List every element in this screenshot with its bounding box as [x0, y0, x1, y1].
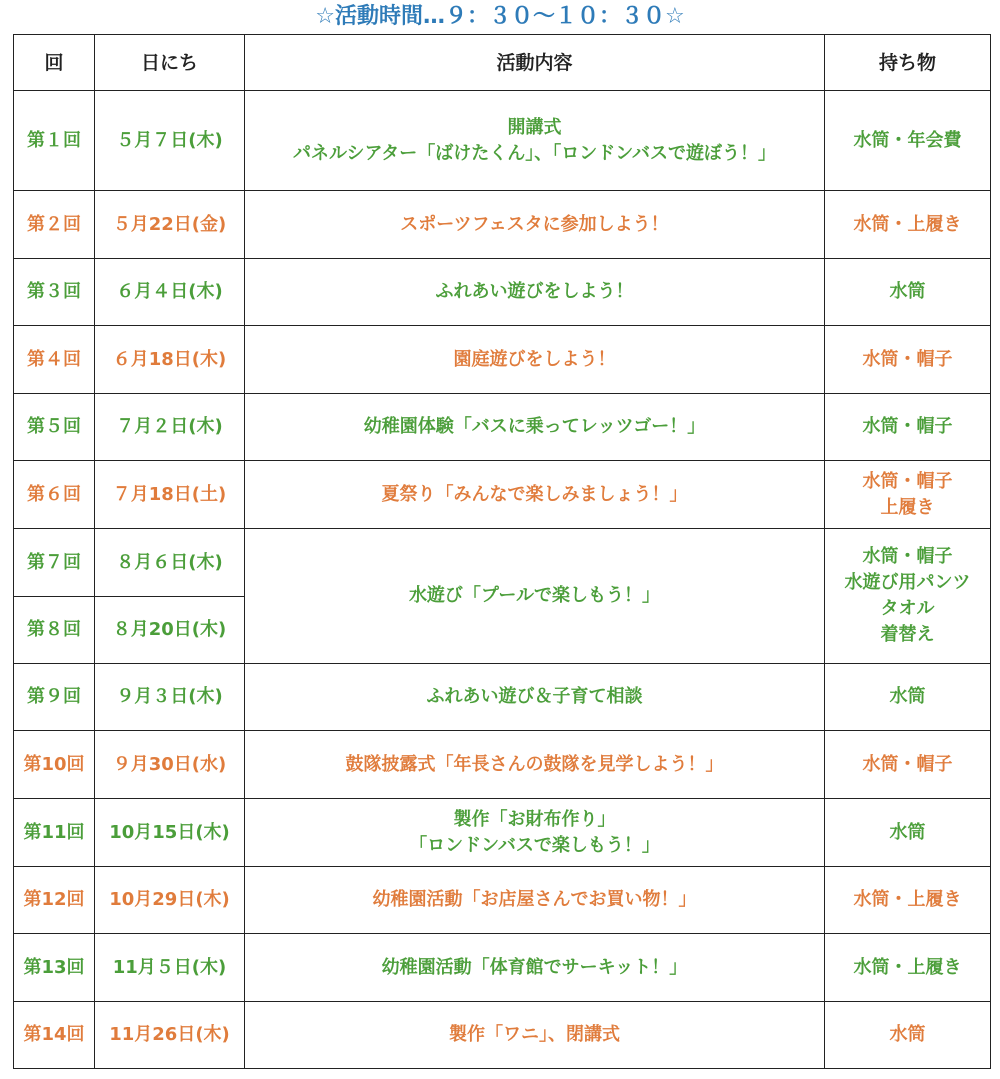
schedule-table: [13, 34, 991, 1069]
row-date: ９月30日(水): [95, 731, 245, 799]
row-items: 水筒・上履き: [825, 191, 991, 259]
row-date: ６月４日(木): [95, 259, 245, 326]
row-no: 第１回: [14, 91, 95, 191]
row-no: 第７回: [14, 529, 95, 597]
page-title: ☆活動時間…９：３０～１０：３０☆: [315, 4, 685, 29]
row-date: ８月６日(木): [95, 529, 245, 597]
content-line: 「ロンドンバスで楽しもう！」: [409, 834, 660, 856]
row-items: 水筒・上履き: [825, 867, 991, 934]
table-row: [14, 731, 991, 799]
row-date: ９月３日(木): [95, 664, 245, 731]
header-items: 持ち物: [825, 35, 991, 91]
table-row: [14, 191, 991, 259]
row-items: [825, 461, 991, 529]
row-no: 第９回: [14, 664, 95, 731]
row-date: ７月18日(土): [95, 461, 245, 529]
row-no: 第12回: [14, 867, 95, 934]
row-no: 第11回: [14, 799, 95, 867]
row-date: ５月７日(木): [95, 91, 245, 191]
table-row: [14, 326, 991, 394]
table-row: [14, 394, 991, 461]
row-items: 水筒: [825, 799, 991, 867]
row-content: 夏祭り「みんなで楽しみましょう！」: [245, 461, 825, 529]
row-no: 第14回: [14, 1002, 95, 1069]
table-row: [14, 799, 991, 867]
row-date: ６月18日(木): [95, 326, 245, 394]
row-content: [245, 799, 825, 867]
items-line: 水筒・帽子: [862, 470, 953, 492]
row-items: 水筒・上履き: [825, 934, 991, 1002]
row-no: 第５回: [14, 394, 95, 461]
header-content: 活動内容: [245, 35, 825, 91]
row-date: ５月22日(金): [95, 191, 245, 259]
table-row: [14, 529, 991, 597]
row-content: 水遊び「プールで楽しもう！」: [245, 529, 825, 664]
items-line: 上履き: [880, 496, 935, 518]
row-items: 水筒: [825, 1002, 991, 1069]
row-content: 幼稚園体験「バスに乗ってレッツゴー！」: [245, 394, 825, 461]
content-line: 開講式: [507, 116, 562, 138]
row-content: ふれあい遊び＆子育て相談: [245, 664, 825, 731]
table-row: [14, 664, 991, 731]
row-items: 水筒・帽子: [825, 394, 991, 461]
row-content: 製作「ワニ」、閉講式: [245, 1002, 825, 1069]
row-date: 11月26日(木): [95, 1002, 245, 1069]
row-items: 水筒: [825, 259, 991, 326]
row-content: 幼稚園活動「体育館でサーキット！」: [245, 934, 825, 1002]
row-date: 11月５日(木): [95, 934, 245, 1002]
items-line: タオル: [880, 598, 935, 619]
table-row: [14, 867, 991, 934]
row-date: 10月15日(木): [95, 799, 245, 867]
header-date: 日にち: [95, 35, 245, 91]
row-no: 第３回: [14, 259, 95, 326]
row-content: 鼓隊披露式「年長さんの鼓隊を見学しよう！」: [245, 731, 825, 799]
row-items: 水筒: [825, 664, 991, 731]
content-line: 製作「お財布作り」: [453, 808, 616, 830]
row-items: 水筒・帽子: [825, 731, 991, 799]
row-no: 第２回: [14, 191, 95, 259]
items-line: 水筒・帽子: [862, 546, 953, 567]
row-items: [825, 529, 991, 664]
row-content: 幼稚園活動「お店屋さんでお買い物！」: [245, 867, 825, 934]
row-date: ７月２日(木): [95, 394, 245, 461]
row-date: 10月29日(木): [95, 867, 245, 934]
header-no: 回: [14, 35, 95, 91]
row-no: 第13回: [14, 934, 95, 1002]
table-row: [14, 1002, 991, 1069]
table-row: [14, 91, 991, 191]
row-content: スポーツフェスタに参加しよう！: [245, 191, 825, 259]
row-content: [245, 91, 825, 191]
row-items: 水筒・年会費: [825, 91, 991, 191]
items-line: 着替え: [880, 624, 935, 645]
row-items: 水筒・帽子: [825, 326, 991, 394]
row-no: 第６回: [14, 461, 95, 529]
table-header-row: [14, 35, 991, 91]
row-content: 園庭遊びをしよう！: [245, 326, 825, 394]
row-no: 第８回: [14, 597, 95, 664]
row-no: 第４回: [14, 326, 95, 394]
items-line: 水遊び用パンツ: [844, 572, 971, 593]
row-no: 第10回: [14, 731, 95, 799]
row-date: ８月20日(木): [95, 597, 245, 664]
content-line: パネルシアター「ばけたくん」、「ロンドンバスで遊ぼう！」: [292, 142, 777, 164]
table-row: [14, 934, 991, 1002]
table-row: [14, 259, 991, 326]
table-row: [14, 461, 991, 529]
row-content: ふれあい遊びをしよう！: [245, 259, 825, 326]
